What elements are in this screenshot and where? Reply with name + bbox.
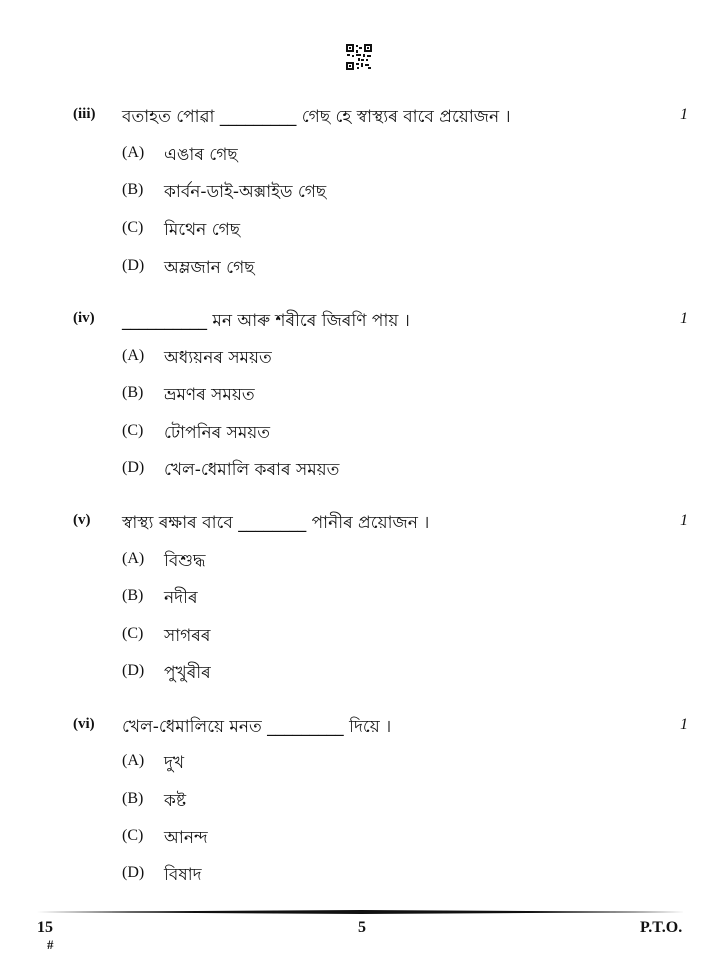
option-text: পুখুৰীৰ	[164, 663, 211, 683]
option-label: (C)	[122, 827, 144, 844]
option-c	[0, 827, 727, 851]
question-marks: 1	[680, 716, 688, 733]
option-text: বিষাদ	[164, 865, 202, 885]
option-d	[0, 257, 727, 281]
option-d	[0, 662, 727, 686]
option-label: (A)	[122, 752, 145, 769]
option-text: আনন্দ	[164, 828, 208, 848]
option-label: (C)	[122, 219, 144, 236]
option-label: (D)	[122, 662, 145, 679]
option-text: কষ্ট	[164, 791, 187, 811]
option-c	[0, 219, 727, 243]
paper-code: 15	[37, 919, 53, 936]
question-text: __________ মন আৰু শৰীৰে জিৰণি পায় ।	[122, 311, 410, 331]
option-a	[0, 752, 727, 776]
option-label: (B)	[122, 181, 144, 198]
option-label: (A)	[122, 144, 145, 161]
option-label: (D)	[122, 257, 145, 274]
option-label: (D)	[122, 459, 145, 476]
option-a	[0, 347, 727, 371]
question-text: খেল-ধেমালিয়ে মনত _________ দিয়ে ।	[122, 717, 392, 737]
please-turn-over: P.T.O.	[640, 919, 683, 936]
option-c	[0, 625, 727, 649]
option-text: বিশুদ্ধ	[164, 551, 206, 571]
option-c	[0, 422, 727, 446]
option-label: (B)	[122, 384, 144, 401]
qr-code-icon	[346, 44, 372, 70]
option-a	[0, 144, 727, 168]
option-d	[0, 864, 727, 888]
option-text: দুখ	[164, 753, 185, 773]
option-label: (B)	[122, 587, 144, 604]
option-text: খেল-ধেমালি কৰাৰ সময়ত	[164, 460, 340, 480]
option-text: এঙাৰ গেছ	[164, 145, 238, 165]
option-label: (A)	[122, 550, 145, 567]
question-number: (vi)	[73, 716, 95, 732]
option-b	[0, 181, 727, 205]
question-marks: 1	[680, 106, 688, 123]
option-text: কাৰ্বন-ডাই-অক্সাইড গেছ	[164, 182, 327, 202]
option-text: অধ্যয়নৰ সময়ত	[164, 348, 272, 368]
option-a	[0, 550, 727, 574]
question-marks: 1	[680, 512, 688, 529]
option-text: সাগৰৰ	[164, 626, 211, 646]
question-number: (iv)	[73, 310, 95, 326]
option-b	[0, 587, 727, 611]
option-text: টোপনিৰ সময়ত	[164, 423, 271, 443]
option-d	[0, 459, 727, 483]
option-label: (D)	[122, 864, 145, 881]
hash-mark: #	[47, 937, 54, 952]
option-text: নদীৰ	[164, 588, 198, 608]
question-marks: 1	[680, 310, 688, 327]
option-label: (C)	[122, 422, 144, 439]
option-b	[0, 384, 727, 408]
footer-divider	[37, 910, 685, 914]
question-text: স্বাস্থ্য ৰক্ষাৰ বাবে ________ পানীৰ প্ৰয়োজন ।	[122, 513, 430, 533]
option-text: ভ্ৰমণৰ সময়ত	[164, 385, 255, 405]
option-label: (A)	[122, 347, 145, 364]
option-label: (B)	[122, 790, 144, 807]
option-b	[0, 790, 727, 814]
option-text: মিথেন গেছ	[164, 220, 241, 240]
question-number: (v)	[73, 512, 91, 528]
option-label: (C)	[122, 625, 144, 642]
page-number: 5	[358, 919, 366, 936]
option-text: অম্লজান গেছ	[164, 258, 255, 278]
question-text: বতাহত পোৱা _________ গেছ হে স্বাস্থ্যৰ বাবে প্ৰয়োজন ।	[122, 107, 511, 127]
question-number: (iii)	[73, 106, 96, 122]
